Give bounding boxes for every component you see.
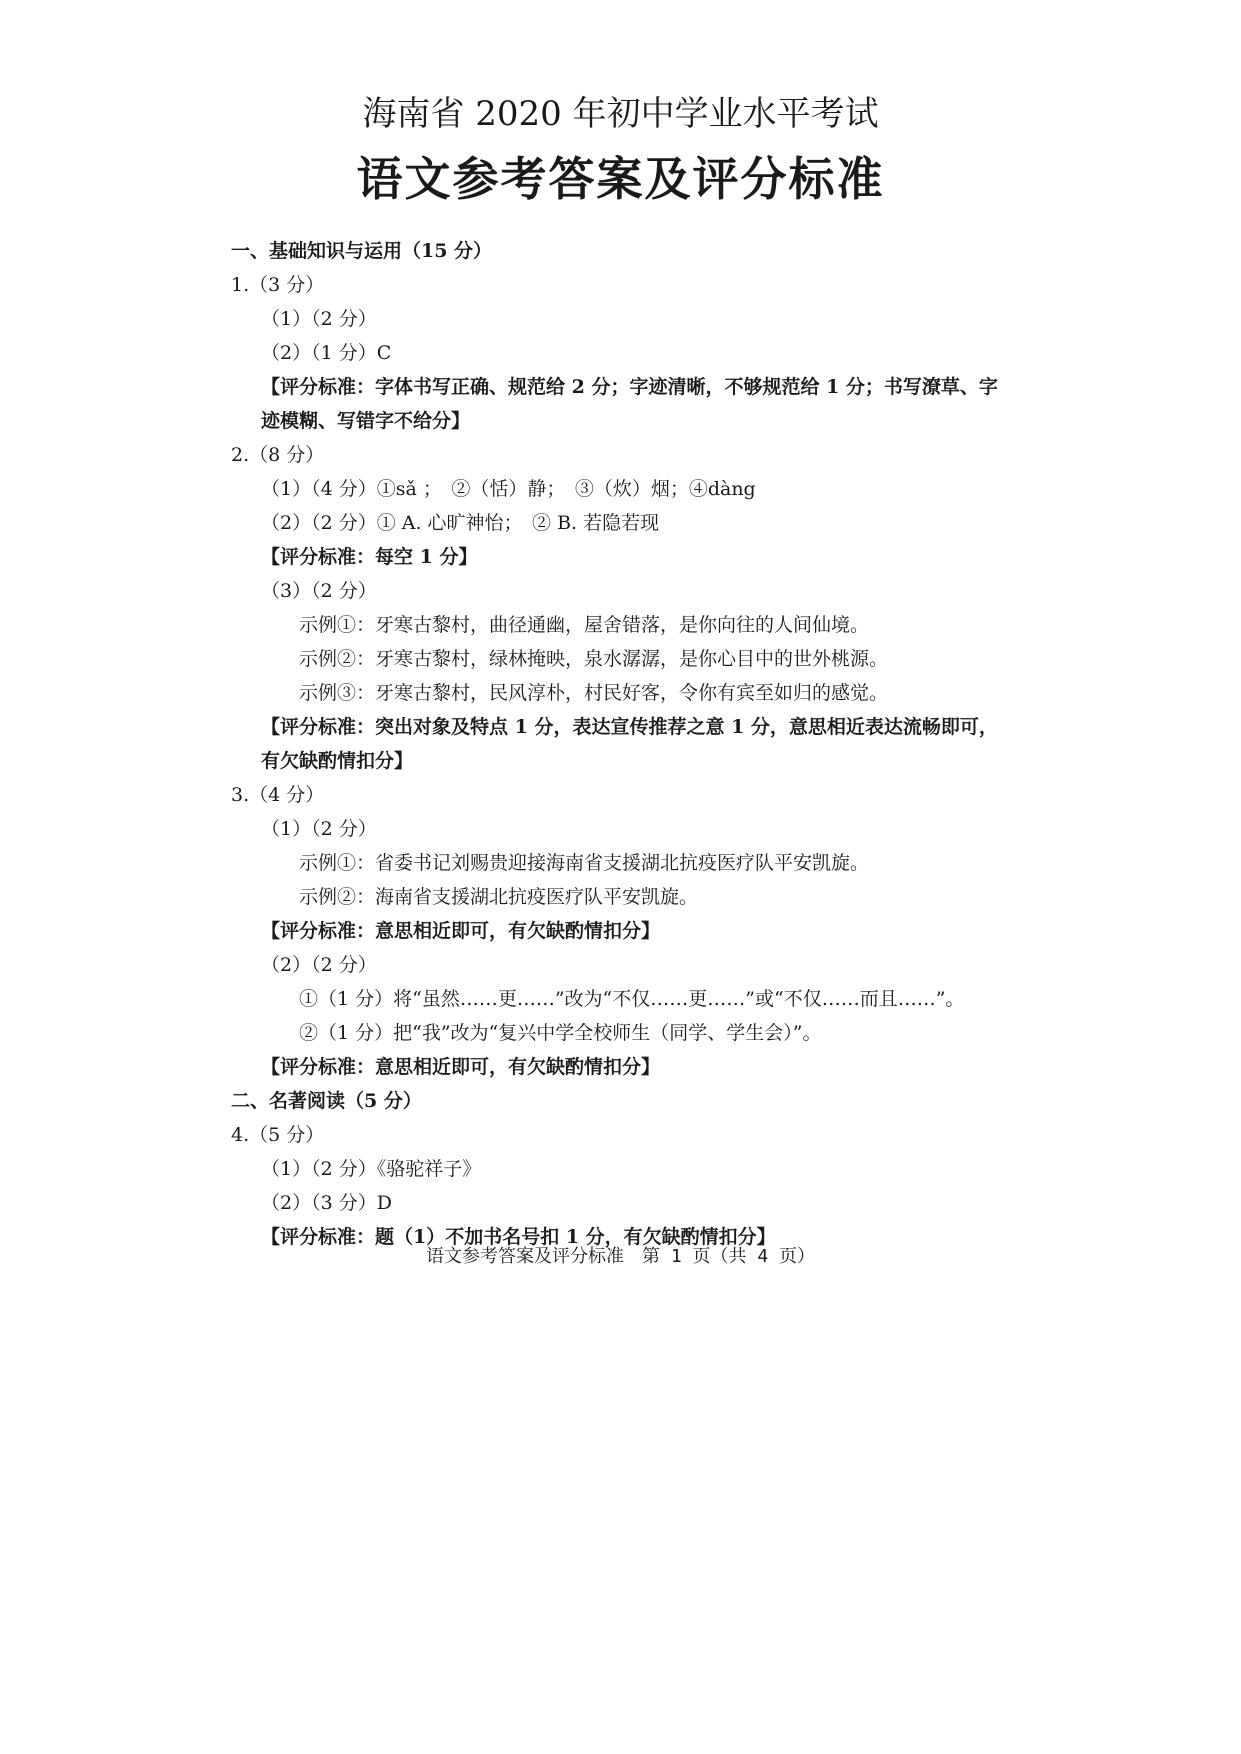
document-title: 语文参考答案及评分标准 bbox=[356, 152, 885, 206]
answer-body bbox=[231, 234, 1031, 1254]
question-number: 2.（8 分） bbox=[231, 444, 325, 466]
page-footer: 语文参考答案及评分标准 第 1 页（共 4 页） bbox=[425, 1246, 816, 1267]
answer-line: （2）（2 分） bbox=[261, 954, 377, 976]
grading-criteria-line: 【评分标准：字体书写正确、规范给 2 分；字迹清晰，不够规范给 1 分；书写潦草、字 bbox=[261, 376, 998, 398]
answer-line: （3）（2 分） bbox=[261, 580, 377, 602]
answer-line: （1）（2 分） bbox=[261, 818, 377, 840]
question-number: 4.（5 分） bbox=[231, 1124, 325, 1146]
answer-line: 示例③：牙寒古黎村，民风淳朴，村民好客，令你有宾至如归的感觉。 bbox=[299, 682, 889, 704]
answer-line: （1）（2 分） bbox=[261, 308, 377, 330]
grading-criteria-line: 【评分标准：意思相近即可，有欠缺酌情扣分】 bbox=[261, 920, 661, 942]
question-number: 3.（4 分） bbox=[231, 784, 325, 806]
exam-title: 海南省 2020 年初中学业水平考试 bbox=[362, 94, 879, 134]
section-heading: 有欠缺酌情扣分】 bbox=[261, 750, 414, 772]
answer-line: 示例①：省委书记刘赐贵迎接海南省支援湖北抗疫医疗队平安凯旋。 bbox=[299, 852, 870, 874]
answer-line: 示例①：牙寒古黎村，曲径通幽，屋舍错落，是你向往的人间仙境。 bbox=[299, 614, 870, 636]
answer-line: （1）（2 分）《骆驼祥子》 bbox=[261, 1158, 482, 1180]
answer-line: （2）（3 分）D bbox=[261, 1192, 392, 1214]
grading-criteria-line: 【评分标准：题（1）不加书名号扣 1 分，有欠缺酌情扣分】 bbox=[261, 1226, 776, 1248]
answer-line: （1）（4 分）①sǎ ； ②（恬）静； ③（炊）烟；④dàng bbox=[261, 478, 756, 500]
answer-line: 示例②：牙寒古黎村，绿林掩映，泉水潺潺，是你心目中的世外桃源。 bbox=[299, 648, 889, 670]
grading-criteria-line: 【评分标准：每空 1 分】 bbox=[261, 546, 478, 568]
grading-criteria-line: 【评分标准：突出对象及特点 1 分，表达宣传推荐之意 1 分，意思相近表达流畅即可， bbox=[261, 716, 998, 738]
answer-line: 示例②：海南省支援湖北抗疫医疗队平安凯旋。 bbox=[299, 886, 699, 908]
section-heading: 迹模糊、写错字不给分】 bbox=[261, 410, 471, 432]
answer-line: ①（1 分）将“虽然……更……”改为“不仅……更……”或“不仅……而且……”。 bbox=[299, 988, 965, 1010]
grading-criteria-line: 【评分标准：意思相近即可，有欠缺酌情扣分】 bbox=[261, 1056, 661, 1078]
answer-line: （2）（2 分）① A. 心旷神怡； ② B. 若隐若现 bbox=[261, 512, 660, 534]
section-heading: 二、名著阅读（5 分） bbox=[231, 1090, 422, 1112]
answer-line: （2）（1 分）C bbox=[261, 342, 392, 364]
answer-line: ②（1 分）把“我”改为“复兴中学全校师生（同学、学生会）”。 bbox=[299, 1022, 822, 1044]
question-number: 1.（3 分） bbox=[231, 274, 325, 296]
section-heading: 一、基础知识与运用（15 分） bbox=[231, 240, 493, 262]
